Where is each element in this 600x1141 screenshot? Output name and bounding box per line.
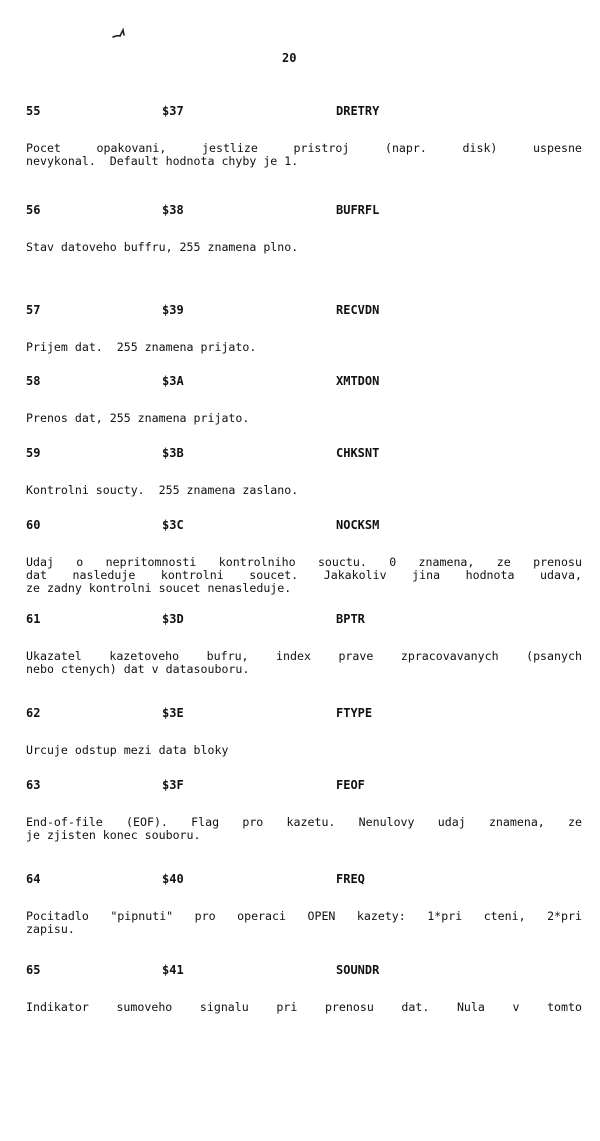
description-line (26, 582, 582, 595)
description-word: jestlize (202, 141, 258, 155)
description-word: 0 (389, 555, 397, 569)
description-word: prenosu (324, 1000, 374, 1014)
register-entry (26, 518, 582, 595)
entry-description (26, 142, 582, 168)
entry-description (26, 241, 582, 254)
description-word: pristroj (293, 141, 350, 155)
description-word: znamena, (488, 815, 545, 829)
description-word: Ukazatel (26, 649, 82, 663)
description-word: nevykonal. Default hodnota chyby je 1. (26, 154, 299, 168)
register-entry (26, 104, 582, 168)
description-line (26, 744, 582, 757)
description-word: opakovani, (96, 141, 167, 155)
description-word: znamena, (418, 555, 475, 569)
description-word: Indikator (26, 1000, 89, 1014)
entry-decimal-address: 59 (26, 446, 41, 460)
entry-description (26, 650, 582, 676)
entry-header (26, 872, 582, 888)
entry-decimal-address: 56 (26, 203, 41, 217)
description-word: souctu. (317, 555, 367, 569)
entry-hex-address: $3C (162, 518, 184, 532)
entry-register-name: SOUNDR (336, 963, 380, 977)
entry-hex-address: $3E (162, 706, 184, 720)
entry-header (26, 963, 582, 979)
description-word: Nula (456, 1000, 485, 1014)
description-word: Flag (191, 815, 220, 829)
description-word: je zjisten konec souboru. (26, 828, 201, 842)
description-line (26, 412, 582, 425)
description-word: sumoveho (116, 1000, 173, 1014)
entry-decimal-address: 58 (26, 374, 41, 388)
entry-hex-address: $41 (162, 963, 184, 977)
description-word: signalu (199, 1000, 249, 1014)
description-word: zapisu. (26, 922, 75, 936)
entry-decimal-address: 60 (26, 518, 41, 532)
description-word: nebo ctenych) dat v datasouboru. (26, 662, 250, 676)
description-word: v (512, 1000, 520, 1014)
description-word: kontrolniho (218, 555, 296, 569)
description-line (26, 484, 582, 497)
description-line (26, 663, 582, 676)
entry-register-name: FTYPE (336, 706, 373, 720)
description-line (26, 1001, 582, 1014)
description-word: Kontrolni soucty. 255 znamena zaslano. (26, 483, 299, 497)
entry-hex-address: $3D (162, 612, 184, 626)
entry-description (26, 816, 582, 842)
description-word: pro (242, 815, 264, 829)
description-word: dat (26, 568, 47, 582)
entry-hex-address: $3B (162, 446, 184, 460)
description-word: udaj (437, 815, 466, 829)
entry-register-name: FREQ (336, 872, 365, 886)
description-word: pro (194, 909, 216, 923)
entry-description (26, 910, 582, 936)
description-word: ze (496, 555, 511, 569)
entry-header (26, 518, 582, 534)
description-line (26, 241, 582, 254)
description-word: Nenulovy (358, 815, 415, 829)
entry-register-name: FEOF (336, 778, 365, 792)
description-word: kazetu. (286, 815, 336, 829)
register-entry (26, 303, 582, 354)
description-word: Prenos dat, 255 znamena prijato. (26, 411, 250, 425)
register-entry (26, 778, 582, 842)
entry-decimal-address: 62 (26, 706, 41, 720)
description-word: (EOF). (126, 815, 168, 829)
scan-mark-icon (110, 26, 132, 40)
description-line (26, 923, 582, 936)
entry-header (26, 612, 582, 628)
entry-register-name: XMTDON (336, 374, 380, 388)
entry-register-name: NOCKSM (336, 518, 380, 532)
description-word: operaci (237, 909, 286, 923)
description-word: 1*pri (427, 909, 463, 923)
description-word: Jakakoliv (323, 568, 387, 582)
description-line (26, 829, 582, 842)
description-word: (psanych (526, 649, 582, 663)
description-word: disk) (462, 141, 498, 155)
entry-decimal-address: 65 (26, 963, 41, 977)
description-word: bufru, (206, 649, 249, 663)
entry-header (26, 303, 582, 319)
entry-header (26, 778, 582, 794)
description-word: Pocet (26, 141, 61, 155)
entry-header (26, 374, 582, 390)
description-word: prenosu (533, 555, 582, 569)
description-word: Prijem dat. 255 znamena prijato. (26, 340, 257, 354)
entry-register-name: CHKSNT (336, 446, 380, 460)
description-word: Pocitadlo (26, 909, 89, 923)
description-word: Urcuje odstup mezi data bloky (26, 743, 229, 757)
description-word: uspesne (533, 141, 582, 155)
description-word: kazety: (356, 909, 406, 923)
entry-register-name: BPTR (336, 612, 365, 626)
description-word: ze (568, 815, 582, 829)
description-word: cteni, (483, 909, 526, 923)
register-entry (26, 963, 582, 1014)
entry-register-name: RECVDN (336, 303, 380, 317)
entry-decimal-address: 63 (26, 778, 41, 792)
register-entry (26, 612, 582, 676)
register-entry (26, 374, 582, 425)
entry-register-name: BUFRFL (336, 203, 380, 217)
description-word: o (76, 555, 84, 569)
entry-header (26, 706, 582, 722)
description-word: End-of-file (26, 815, 103, 829)
page-number: 20 (282, 51, 297, 65)
entry-description (26, 484, 582, 497)
entry-description (26, 744, 582, 757)
entry-decimal-address: 64 (26, 872, 41, 886)
description-line (26, 910, 582, 923)
entry-description (26, 556, 582, 595)
entry-register-name: DRETRY (336, 104, 380, 118)
description-word: nasleduje (72, 568, 136, 582)
entry-description (26, 1001, 582, 1014)
register-entry (26, 203, 582, 254)
entry-header (26, 203, 582, 219)
entry-hex-address: $3F (162, 778, 184, 792)
description-line (26, 341, 582, 354)
entry-description (26, 412, 582, 425)
description-word: dat. (401, 1000, 430, 1014)
description-word: nepritomnosti (105, 555, 197, 569)
entry-hex-address: $3A (162, 374, 184, 388)
entry-hex-address: $39 (162, 303, 184, 317)
entry-decimal-address: 55 (26, 104, 41, 118)
entry-header (26, 446, 582, 462)
register-entry (26, 706, 582, 757)
description-word: tomto (547, 1000, 582, 1014)
description-word: OPEN (307, 909, 336, 923)
description-word: jina (412, 568, 441, 582)
entry-hex-address: $40 (162, 872, 184, 886)
description-word: udava, (540, 568, 582, 582)
entry-description (26, 341, 582, 354)
description-word: zpracovavanych (400, 649, 499, 663)
entry-decimal-address: 57 (26, 303, 41, 317)
register-entry (26, 446, 582, 497)
entry-hex-address: $38 (162, 203, 184, 217)
description-word: hodnota (465, 568, 515, 582)
description-word: prave (338, 649, 374, 663)
entry-hex-address: $37 (162, 104, 184, 118)
description-word: soucet. (249, 568, 299, 582)
description-word: kontrolni (160, 568, 224, 582)
description-word: Stav datoveho buffru, 255 znamena plno. (26, 240, 299, 254)
description-word: "pipnuti" (110, 909, 174, 923)
description-line (26, 155, 582, 168)
register-entry (26, 872, 582, 936)
description-word: ze zadny kontrolni soucet nenasleduje. (26, 581, 292, 595)
entry-header (26, 104, 582, 120)
description-word: index (276, 649, 311, 663)
description-word: pri (276, 1000, 298, 1014)
entry-decimal-address: 61 (26, 612, 41, 626)
description-word: (napr. (384, 141, 427, 155)
description-word: kazetoveho (109, 649, 180, 663)
description-word: 2*pri (547, 909, 582, 923)
description-word: Udaj (26, 555, 54, 569)
